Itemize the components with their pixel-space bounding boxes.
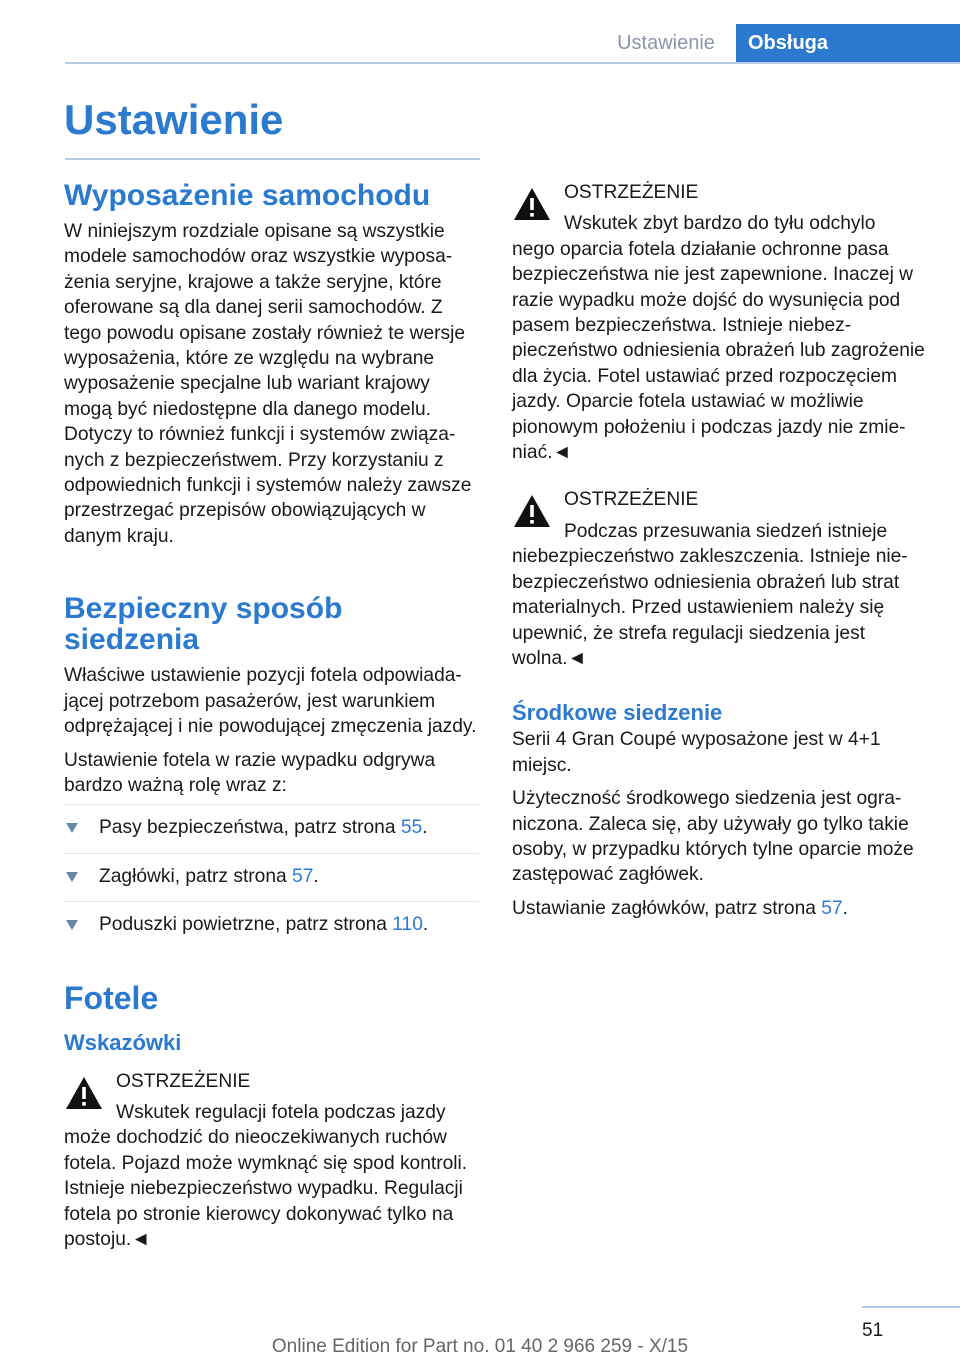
list-item xyxy=(64,804,479,840)
list-item-end: . xyxy=(422,817,428,839)
page-title: Ustawienie xyxy=(64,96,284,143)
page-number: 51 xyxy=(862,1320,884,1341)
header-chapter-tab: Obsługa xyxy=(736,24,960,62)
list-item xyxy=(64,901,479,937)
list-item-end: . xyxy=(422,914,429,936)
subsection-title-notes: Wskazówki xyxy=(64,1029,182,1055)
page-link-57[interactable]: 57 xyxy=(292,865,314,887)
list-item-text: Poduszki powietrzne, patrz strona xyxy=(99,914,393,936)
warning-title: OSTRZEŻENIE xyxy=(564,489,699,511)
page-number-divider xyxy=(862,1306,960,1308)
warning-body: niebezpieczeństwo zakleszczenia. Istnieje niebezpieczeństwo odniesienia obrażeń lub strat materialnych. Przed ustawieniem należy się upewnić, że strefa regulacji siedzenia jest wolna.◄ xyxy=(512,546,908,669)
warning-triangle-icon xyxy=(512,186,552,222)
paragraph-text: Ustawianie zagłówków, patrz strona xyxy=(512,897,822,919)
list-item-text: Pasy bezpieczeństwa, patrz strona xyxy=(99,817,401,839)
paragraph-end: . xyxy=(842,897,848,919)
section-title-equipment: Wyposażenie samochodu xyxy=(64,179,431,212)
left-column xyxy=(64,180,479,1252)
section-title-safe-seating: Bezpieczny sposób siedzenia xyxy=(64,592,343,657)
page-link-55[interactable]: 55 xyxy=(400,817,423,839)
equipment-paragraph: W niniejszym rozdziale opisane są wszystkie modele samochodów oraz wszystkie wyposażenia seryjne, krajowe a także seryjne, które oferowane są dla danej serii samochodów. Z tego powodu opisane zostały również te wersje wyposażenia, które ze względu na wybrane wyposażenie specjalne lub wariant krajowy mogą być niedostępne dla danego modelu. Dotyczy to również funkcji i systemów związanych z bezpieczeństwem. Przy korzystaniu z odpowiednich funkcji i systemów należy zawsze przestrzegać przepisów obowiązujących w danym kraju. xyxy=(64,221,472,547)
header-divider xyxy=(65,62,960,64)
warning-body: może dochodzić do nieoczekiwanych ruchów fotela. Pojazd może wymknąć się spod kontroli. Istnieje niebezpieczeństwo wypadku. Regulacji fotela po stronie kierowcy dokonywać tylko na postoju.◄ xyxy=(64,1127,468,1250)
safe-seating-paragraph-1: Właściwe ustawienie pozycji fotela odpowiadającej potrzebom pasażerów, jest warunkiem odprężającej i nie powodującej zmęczenia jazdy. xyxy=(64,665,477,738)
warning-block-pinching xyxy=(512,487,927,671)
page-link-57[interactable]: 57 xyxy=(821,897,843,919)
list-item-end: . xyxy=(313,865,319,887)
list-item-text: Zagłówki, patrz strona xyxy=(99,865,293,887)
list-item xyxy=(64,853,479,889)
warning-block-backrest-tilt xyxy=(512,180,927,465)
header-section-label: Ustawienie xyxy=(617,31,715,54)
subsection-title-middle-seat: Środkowe siedzenie xyxy=(512,700,723,726)
warning-first-line: Wskutek regulacji fotela podczas jazdy xyxy=(116,1101,446,1123)
warning-body: nego oparcia fotela działanie ochronne pasa bezpieczeństwa nie jest zapewnione. Inaczej w razie wypadku może dojść do wysunięcia pod pasem bezpieczeństwa. Istnieje niebezpieczeństwo odniesienia obrażeń lub zagrożenie dla życia. Fotel ustawiać przed rozpoczęciem jazdy. Oparcie fotela ustawiać w możliwie pionowym położeniu i podczas jazdy nie zmieniać.◄ xyxy=(512,238,925,464)
warning-first-line: Podczas przesuwania siedzeń istnieje xyxy=(564,520,888,542)
bullet-triangle-icon xyxy=(66,823,78,833)
warning-triangle-icon xyxy=(512,493,552,529)
middle-seat-paragraph-2: Użyteczność środkowego siedzenia jest ograniczona. Zaleca się, aby używały go tylko takie osoby, w przypadku których tylne oparcie może zastępować zagłówek. xyxy=(512,788,914,886)
page-link-110[interactable]: 110 xyxy=(392,914,423,936)
warning-triangle-icon xyxy=(64,1075,104,1111)
warning-title: OSTRZEŻENIE xyxy=(564,182,699,203)
safe-seating-paragraph-2: Ustawienie fotela w razie wypadku odgrywa bardzo ważną rolę wraz z: xyxy=(64,749,436,796)
footer-edition-note: Online Edition for Part no. 01 40 2 966 259 - X/15 xyxy=(271,1336,689,1357)
middle-seat-paragraph-1: Serii 4 Gran Coupé wyposażone jest w 4+1 miejsc. xyxy=(512,729,881,776)
bullet-triangle-icon xyxy=(66,872,78,882)
safety-related-list xyxy=(64,804,479,937)
warning-block-adjust-while-driving xyxy=(64,1069,479,1253)
title-divider xyxy=(65,158,480,160)
bullet-triangle-icon xyxy=(66,920,78,930)
warning-first-line: Wskutek zbyt bardzo do tyłu odchylo xyxy=(564,213,876,235)
middle-seat-paragraph-3 xyxy=(512,896,927,921)
right-column xyxy=(512,180,927,921)
section-title-seats: Fotele xyxy=(64,979,159,1016)
warning-title: OSTRZEŻENIE xyxy=(116,1070,251,1092)
